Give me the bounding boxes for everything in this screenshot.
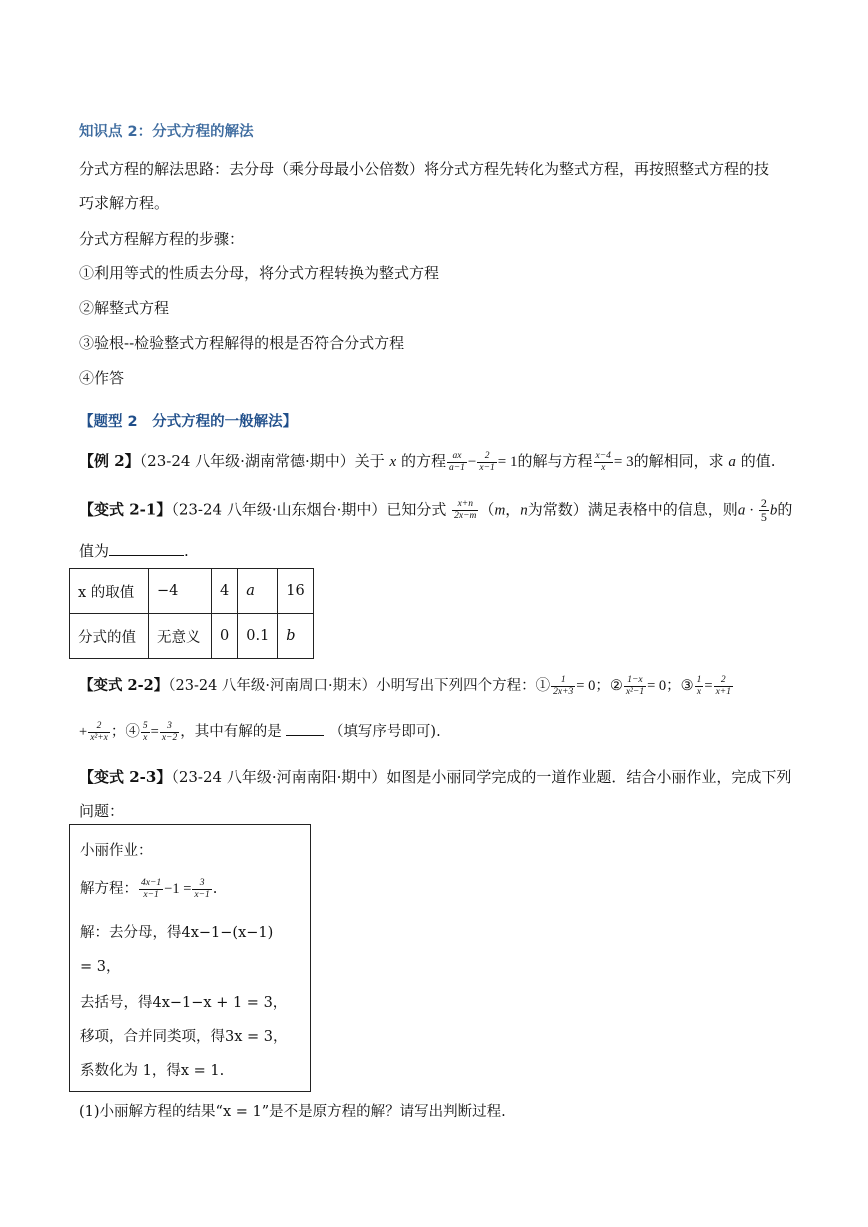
problem-fraction-right: $\frac{3}{x-1}$ bbox=[194, 877, 210, 900]
step-2: ②解整式方程 bbox=[79, 299, 170, 317]
step-1: ①利用等式的性质去分母，将分式方程转换为整式方程 bbox=[79, 264, 440, 282]
homework-step-4: 移项，合并同类项，得3x = 3， bbox=[80, 1029, 288, 1045]
table-cell: 无意义 bbox=[149, 614, 212, 659]
variant-tag: 【变式 2-1】 bbox=[79, 500, 172, 519]
var-x: x bbox=[389, 454, 397, 470]
answer-blank[interactable] bbox=[109, 541, 184, 556]
table-row bbox=[70, 569, 314, 614]
variant-2-1: 【变式 2-1】（23-24 八年级·山东烟台·期中）已知分式 $\frac{x+n}{2x-m}$ （m，n为常数）满足表格中的信息，则a · $\frac{2}{5}$ b的 bbox=[79, 496, 793, 524]
example-2: 【例 2】（23-24 八年级·湖南常德·期中）关于 x 的方程 $\frac{ax}{a-1}$ − $\frac{2}{x-1}$ = 1的解与方程 $\frac{x-4}{x}$ = 3的解相同，求 a 的值. bbox=[79, 450, 776, 473]
intro-line-1: 分式方程的解法思路：去分母（乘分母最小公倍数）将分式方程先转化为整式方程，再按照整式方程的技 bbox=[79, 160, 770, 178]
table-cell: a bbox=[238, 569, 278, 614]
equation-3-left: $\frac{1}{x}$ bbox=[696, 674, 702, 697]
equation-4-left: $\frac{5}{x}$ bbox=[142, 720, 148, 743]
variant-2-3: 【变式 2-3】（23-24 八年级·河南南阳·期中）如图是小丽同学完成的一道作业题．结合小丽作业，完成下列 bbox=[79, 768, 792, 786]
homework-step-2: = 3， bbox=[80, 959, 121, 975]
equation-1: $\frac{1}{2x+3}$ bbox=[553, 674, 574, 697]
values-table bbox=[69, 568, 314, 659]
fraction-2-5: $\frac{2}{5}$ bbox=[760, 496, 767, 524]
variant-2-1-line-2: 值为 . bbox=[79, 542, 189, 560]
homework-step-5: 系数化为 1，得x = 1. bbox=[80, 1063, 225, 1079]
var-a: a bbox=[728, 454, 736, 470]
question-type-title: 【题型 2 分式方程的一般解法】 bbox=[79, 414, 298, 430]
table-cell: b bbox=[278, 614, 313, 659]
example-tag: 【例 2】 bbox=[79, 452, 140, 470]
table-cell: 0.1 bbox=[238, 614, 278, 659]
answer-blank[interactable] bbox=[286, 721, 324, 736]
equation-4-right: $\frac{3}{x-2}$ bbox=[161, 720, 178, 743]
table-row bbox=[70, 614, 314, 659]
table-cell: 0 bbox=[212, 614, 238, 659]
homework-box bbox=[69, 824, 311, 1092]
equation-3-right: $\frac{2}{x+1}$ bbox=[715, 674, 731, 697]
example-source: （23-24 八年级·湖南常德·期中）关于 bbox=[139, 452, 385, 470]
step-3: ③验根--检验整式方程解得的根是否符合分式方程 bbox=[79, 334, 405, 352]
table-cell: x 的取值 bbox=[70, 569, 149, 614]
example-text: 的方程 bbox=[400, 452, 446, 470]
fraction-x-plus-n: $\frac{x+n}{2x-m}$ bbox=[454, 499, 477, 521]
variant-2-2-line-2: + $\frac{2}{\text{x²+x}}$ ；④ $\frac{5}{x}$ = $\frac{3}{x-2}$ ，其中有解的是 （填写序号即可). bbox=[79, 720, 441, 743]
step-4: ④作答 bbox=[79, 369, 125, 387]
homework-problem: 解方程： $\frac{4x-1}{x-1}$ −1 = $\frac{3}{x-1}$ . bbox=[80, 877, 218, 900]
table-cell: 分式的值 bbox=[70, 614, 149, 659]
homework-step-3: 去括号，得4x−1−x + 1 = 3， bbox=[80, 995, 288, 1011]
equation-3-extra: $\frac{2}{\text{x²+x}}$ bbox=[90, 720, 108, 743]
question-1: (1)小丽解方程的结果“x = 1”是不是原方程的解？请写出判断过程. bbox=[79, 1104, 506, 1120]
section-heading: 知识点 2：分式方程的解法 bbox=[79, 124, 254, 140]
variant-2-2: 【变式 2-2】（23-24 八年级·河南周口·期末）小明写出下列四个方程：① $\frac{1}{2x+3}$ = 0；② $\frac{1-x}{\text{x²−1}}$ = 0；③ $\frac{1}{x}$ = $\frac{2}{x+1}$ bbox=[79, 674, 731, 697]
problem-fraction-left: $\frac{4x-1}{x-1}$ bbox=[141, 877, 162, 900]
steps-title: 分式方程解方程的步骤： bbox=[79, 230, 245, 248]
fraction-2: $\frac{2}{x-1}$ bbox=[479, 450, 495, 473]
homework-step-1: 解：去分母，得4x−1−(x−1) bbox=[80, 925, 274, 941]
table-cell: −4 bbox=[149, 569, 212, 614]
table-cell: 4 bbox=[212, 569, 238, 614]
equation-2: $\frac{1-x}{\text{x²−1}}$ bbox=[625, 674, 645, 697]
homework-title: 小丽作业： bbox=[80, 843, 153, 859]
table-cell: 16 bbox=[278, 569, 313, 614]
fraction-ax: $\frac{ax}{a-1}$ bbox=[448, 450, 465, 473]
fraction-x-4: $\frac{x-4}{x}$ bbox=[595, 450, 611, 473]
intro-line-2: 巧求解方程。 bbox=[79, 194, 170, 212]
variant-2-3-line-2: 问题： bbox=[79, 802, 125, 820]
